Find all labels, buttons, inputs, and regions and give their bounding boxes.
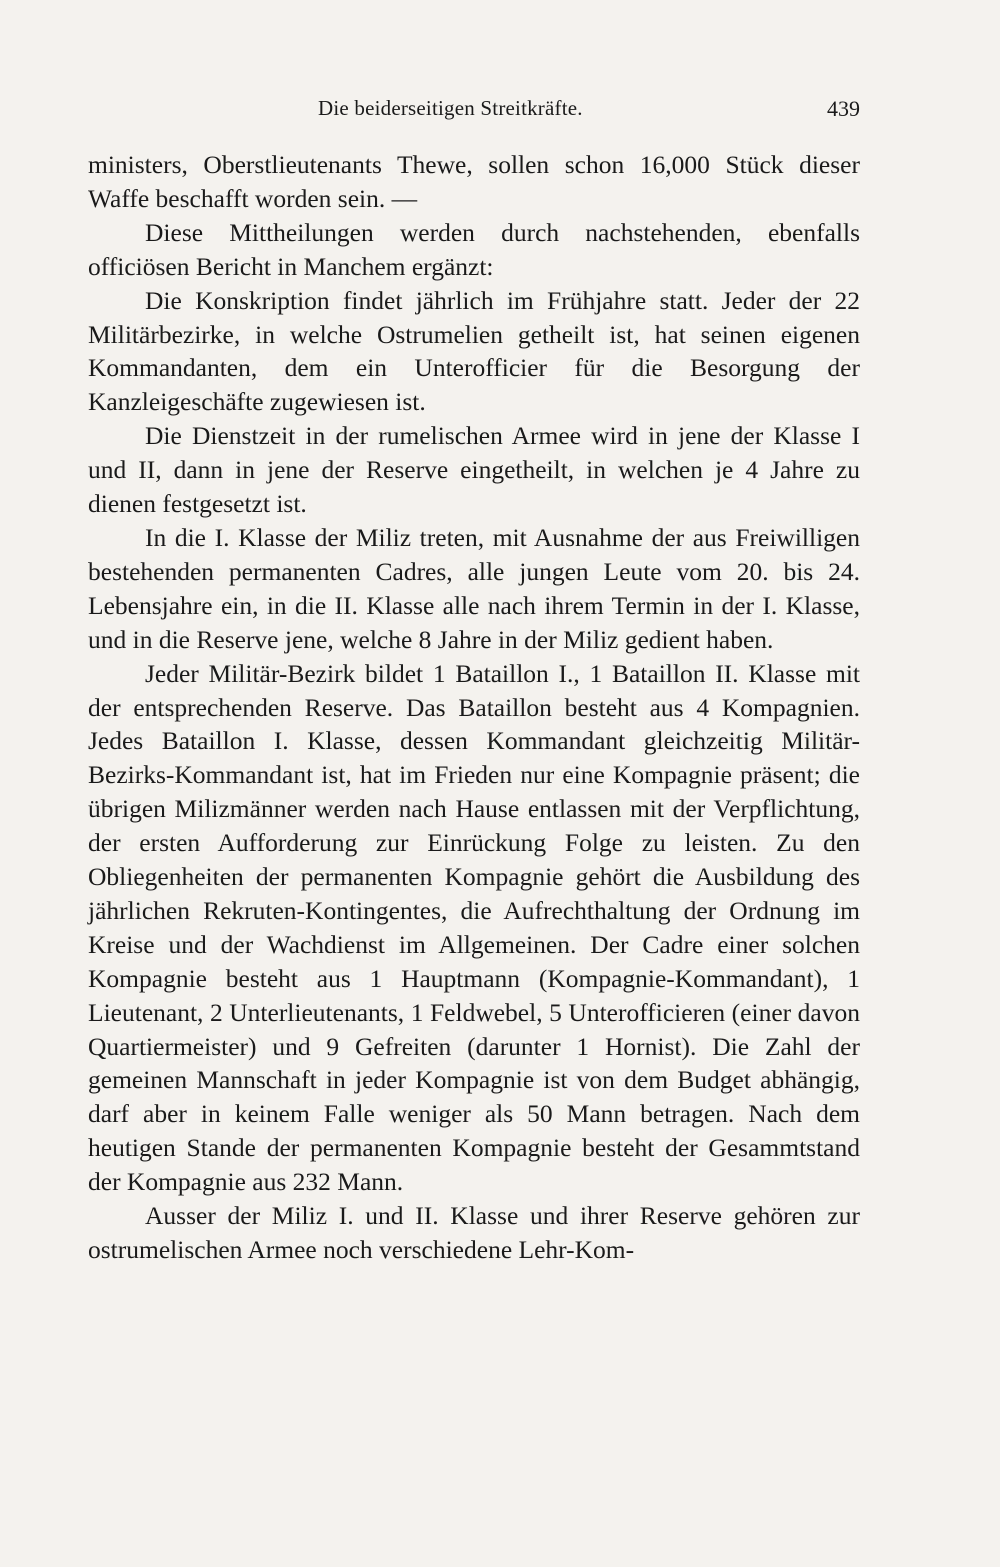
page-number: 439 <box>827 96 860 121</box>
paragraph: Jeder Militär-Bezirk bildet 1 Bataillon I., 1 Bataillon II. Klasse mit der entsprechenden Reserve. Das Bataillon besteht aus 4 Kompagnien. Jedes Bataillon I. Klasse, dessen Kommandant gleichzeitig Militär-Bezirks-Kommandant ist, hat im Frieden nur eine Kompagnie präsent; die übrigen Milizmänner werden nach Hause entlassen mit der Verpflichtung, der ersten Aufforderung zur Einrückung Folge zu leisten. Zu den Obliegenheiten der permanenten Kompagnie gehört die Ausbildung des jährlichen Rekruten-Kontingentes, die Aufrechthaltung der Ordnung im Kreise und der Wachdienst im Allgemeinen. Der Cadre einer solchen Kompagnie besteht aus 1 Hauptmann (Kompagnie-Kommandant), 1 Lieutenant, 2 Unterlieutenants, 1 Feldwebel, 5 Unterofficieren (einer davon Quartiermeister) und 9 Gefreiten (darunter 1 Hornist). Die Zahl der gemeinen Mannschaft in jeder Kompagnie ist von dem Budget abhängig, darf aber in keinem Falle weniger als 50 Mann betragen. Nach dem heutigen Stande der permanenten Kompagnie besteht der Gesammtstand der Kompagnie aus 232 Mann. <box>88 658 860 1197</box>
paragraph: Die Dienstzeit in der rumelischen Armee wird in jene der Klasse I und II, dann in jene der Reserve eingetheilt, in welchen je 4 Jahre zu dienen festgesetzt ist. <box>88 421 860 519</box>
paragraph: Diese Mittheilungen werden durch nachstehenden, ebenfalls officiösen Bericht in Manchem ergänzt: <box>88 217 860 281</box>
body-text <box>88 148 860 1267</box>
paragraph: In die I. Klasse der Miliz treten, mit Ausnahme der aus Freiwilligen bestehenden permanenten Cadres, alle jungen Leute vom 20. bis 24. Lebensjahre ein, in die II. Klasse alle nach ihrem Termin in der I. Klasse, und in die Reserve jene, welche 8 Jahre in der Miliz gedient haben. <box>88 522 860 654</box>
paragraph-continuation: ministers, Oberstlieutenants Thewe, sollen schon 16,000 Stück dieser Waffe beschafft worden sein. — <box>88 150 860 213</box>
running-title: Die beiderseitigen Streitkräfte. <box>318 96 583 120</box>
paragraph: Die Konskription findet jährlich im Frühjahre statt. Jeder der 22 Militärbezirke, in welche Ostrumelien getheilt ist, hat seinen eigenen Kommandanten, dem ein Unterofficier für die Besorgung der Kanzleigeschäfte zugewiesen ist. <box>88 285 860 417</box>
paragraph: Ausser der Miliz I. und II. Klasse und ihrer Reserve gehören zur ostrumelischen Armee noch verschiedene Lehr-Kom- <box>88 1201 860 1264</box>
running-head <box>88 96 860 128</box>
